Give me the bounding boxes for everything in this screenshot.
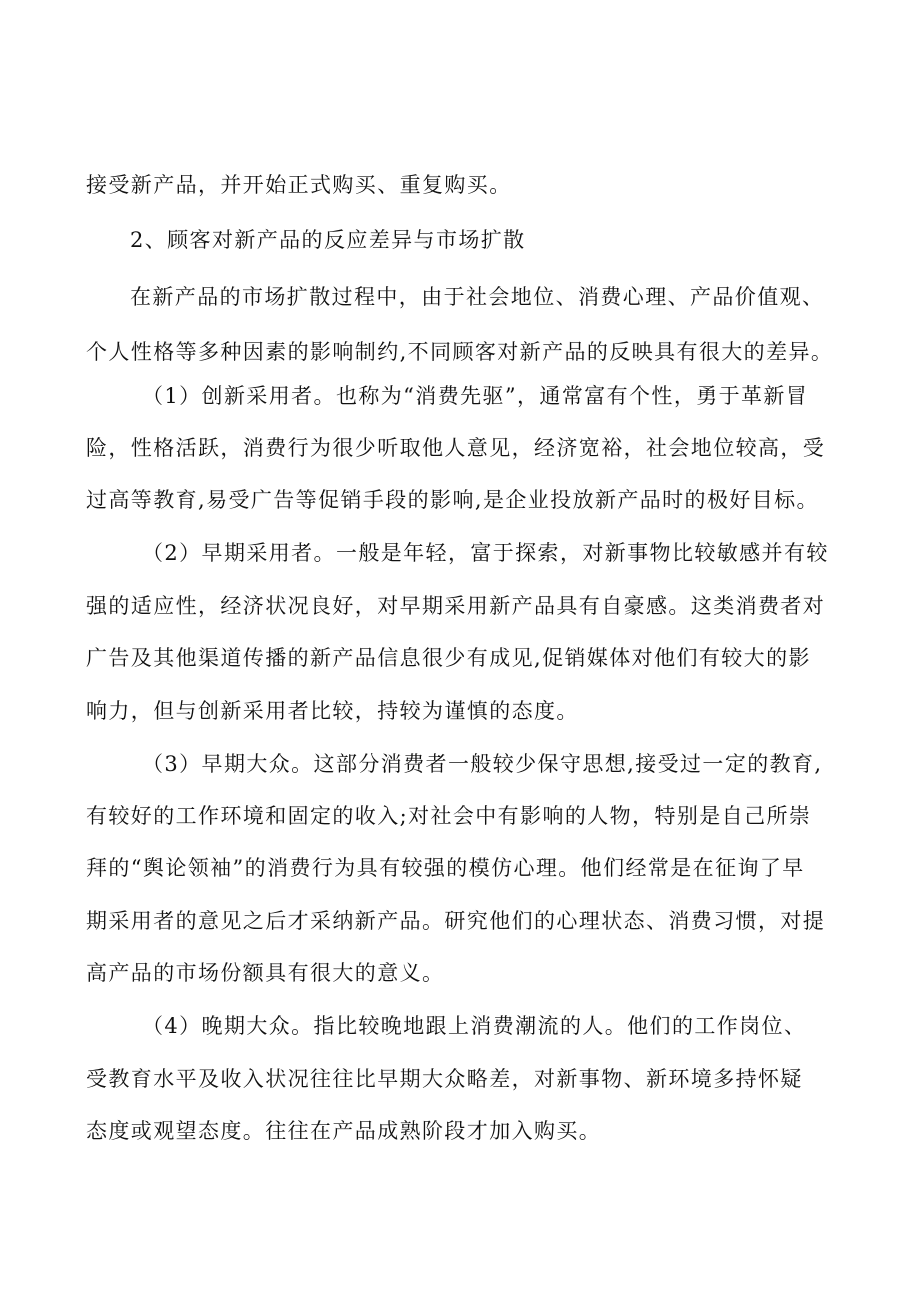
list-item-line: 态度或观望态度。往往在产品成熟阶段才加入购买。: [86, 1119, 602, 1143]
list-item-line: （4）晚期大众。指比较晚地跟上消费潮流的人。他们的工作岗位、: [142, 1014, 807, 1038]
list-item-line: 有较好的工作环境和固定的收入;对社会中有影响的人物，特别是自己所崇: [86, 804, 812, 828]
list-item-line: 响力，但与创新采用者比较，持较为谨慎的态度。: [86, 699, 579, 723]
section-heading: 2、顾客对新产品的反应差异与市场扩散: [130, 228, 526, 252]
paragraph-line: 在新产品的市场扩散过程中，由于社会地位、消费心理、产品价值观、: [130, 285, 825, 309]
list-item-line: 拜的“舆论领袖”的消费行为具有较强的模仿心理。他们经常是在征询了早: [86, 856, 805, 880]
list-item-line: 险，性格活跃，消费行为很少听取他人意见，经济宽裕，社会地位较高，受: [86, 436, 826, 460]
list-item-line: 过高等教育,易受广告等促销手段的影响,是企业投放新产品时的极好目标。: [86, 488, 819, 512]
list-item-line: （3）早期大众。这部分消费者一般较少保守思想,接受过一定的教育,: [142, 752, 823, 776]
paragraph-line: 个人性格等多种因素的影响制约,不同顾客对新产品的反映具有很大的差异。: [86, 340, 834, 364]
list-item-line: 高产品的市场份额具有很大的意义。: [86, 961, 445, 985]
list-item-line: （2）早期采用者。一般是年轻，富于探索，对新事物比较敏感并有较: [142, 541, 829, 565]
list-item-line: 强的适应性，经济状况良好，对早期采用新产品具有自豪感。这类消费者对: [86, 594, 826, 618]
list-item-line: 期采用者的意见之后才采纳新产品。研究他们的心理状态、消费习惯，对提: [86, 909, 826, 933]
paragraph-line: 接受新产品，并开始正式购买、重复购买。: [86, 173, 512, 197]
list-item-line: （1）创新采用者。也称为“消费先驱”，通常富有个性，勇于革新冒: [142, 384, 809, 408]
list-item-line: 广告及其他渠道传播的新产品信息很少有成见,促销媒体对他们有较大的影: [86, 646, 811, 670]
list-item-line: 受教育水平及收入状况往往比早期大众略差，对新事物、新环境多持怀疑: [86, 1067, 803, 1091]
